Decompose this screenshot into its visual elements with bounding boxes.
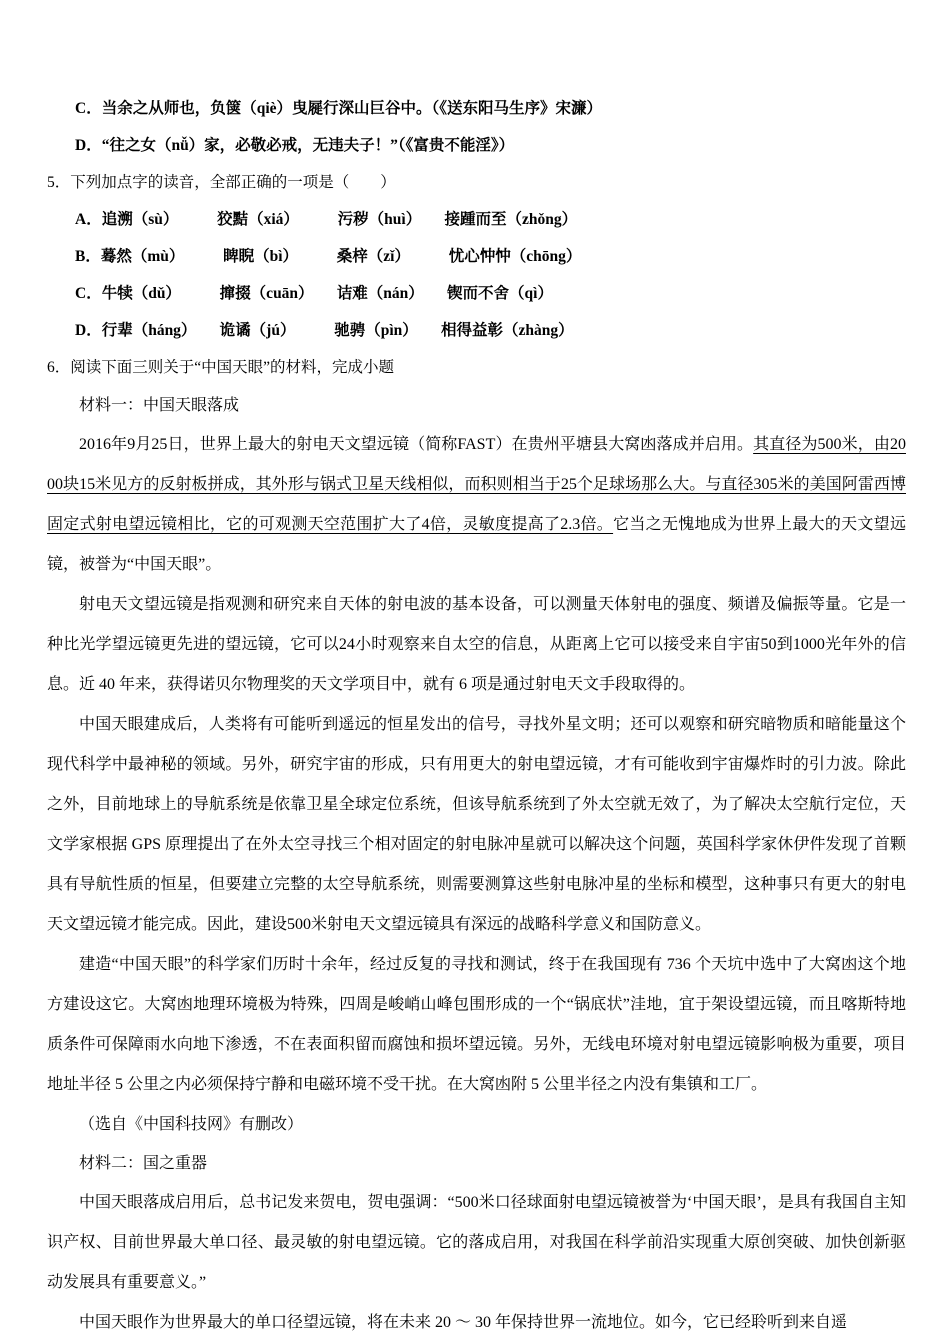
material2-paragraph1: 中国天眼落成启用后，总书记发来贺电，贺电强调：“500米口径球面射电望远镜被誉为‘中国天眼’，是具有我国自主知识产权、目前世界最大单口径、最灵敏的射电望远镜。它的落成启用，对我国在科学前沿实现重大原创突破、加快创新驱动发展具有重要意义。” <box>47 1194 906 1291</box>
material1-p1-underlined-text: 其直径为500米，由2000块15米见方的反射板拼成，其外形与锅式卫星天线相似，而积则相当于25个足球场那么大。与直径305米的美国阿雷西博固定式射电望远镜相比，它的可观测天空范围扩大了4倍，灵敏度提高了2.3倍。 <box>47 436 906 533</box>
material1-p1-text-before-underline: 2016年9月25日，世界上最大的射电天文望远镜（简称FAST）在贵州平塘县大窝凼落成并启用。 <box>79 436 754 453</box>
material1-title: 材料一：中国天眼落成 <box>79 397 240 414</box>
material2-paragraph2: 中国天眼作为世界最大的单口径望远镜，将在未来 20 ～ 30 年保持世界一流地位。如今，它已经聆听到来自遥 <box>79 1314 848 1331</box>
question5-option-d: D．行辈（háng） 诡谲（jú） 驰骋（pìn） 相得益彰（zhàng） <box>75 322 574 339</box>
question5-option-c: C．牛犊（dǔ） 撺掇（cuān） 诘难（nán） 锲而不舍（qì） <box>75 285 553 302</box>
material2-title: 材料二：国之重器 <box>79 1155 208 1172</box>
question4-option-c: C．当余之从师也，负箧（qiè）曳屣行深山巨谷中。（《送东阳马生序》宋濂） <box>75 100 603 117</box>
material1-p1-text-after-underline: 它当之无愧地成为世界上最大的天文望远镜，被誉为“中国天眼”。 <box>47 516 906 573</box>
material1-source-note: （选自《中国科技网》有删改） <box>79 1116 304 1133</box>
material1-paragraph2: 射电天文望远镜是指观测和研究来自天体的射电波的基本设备，可以测量天体射电的强度、频谱及偏振等量。它是一种比光学望远镜更先进的望远镜，它可以24小时观察来自太空的信息，从距离上它可以接受来自宇宙50到1000光年外的信息。近 40 年来，获得诺贝尔物理奖的天文学项目中，就有 6 项是通过射电天文手段取得的。 <box>47 596 906 693</box>
material1-paragraph3: 中国天眼建成后，人类将有可能听到遥远的恒星发出的信号，寻找外星文明；还可以观察和研究暗物质和暗能量这个现代科学中最神秘的领域。另外，研究宇宙的形成，只有用更大的射电望远镜，才有可能收到宇宙爆炸时的引力波。除此之外，目前地球上的导航系统是依靠卫星全球定位系统，但该导航系统到了外太空就无效了，为了解决太空航行定位，天文学家根据 GPS 原理提出了在外太空寻找三个相对固定的射电脉冲星就可以解决这个问题，英国科学家休伊件发现了首颗具有导航性质的恒星，但要建立完整的太空导航系统，则需要测算这些射电脉冲星的坐标和模型，这种事只有更大的射电天文望远镜才能完成。因此，建设500米射电天文望远镜具有深远的战略科学意义和国防意义。 <box>47 716 906 933</box>
material1-paragraph1 <box>47 425 906 585</box>
material1-paragraph4: 建造“中国天眼”的科学家们历时十余年，经过反复的寻找和测试，终于在我国现有 736 个天坑中选中了大窝凼这个地方建设这它。大窝凼地理环境极为特殊，四周是峻峭山峰包围形成的一个“锅底状”洼地，宜于架设望远镜，而且喀斯特地质条件可保障雨水向地下渗透，不在表面积留而腐蚀和损坏望远镜。另外，无线电环境对射电望远镜影响极为重要，项目地址半径 5 公里之内必须保持宁静和电磁环境不受干扰。在大窝凼附 5 公里半径之内没有集镇和工厂。 <box>47 956 906 1093</box>
question5-option-b: B．蓦然（mù） 睥睨（bì） 桑梓（zǐ） 忧心忡忡（chōng） <box>75 248 582 265</box>
question5-stem: 5．下列加点字的读音，全部正确的一项是（ ） <box>47 174 396 191</box>
question4-option-d: D．“往之女（nǚ）家，必敬必戒，无违夫子！”（《富贵不能淫》） <box>75 137 515 154</box>
question5-option-a: A．追溯（sù） 狡黠（xiá） 污秽（huì） 接踵而至（zhǒng） <box>75 211 578 228</box>
question6-stem: 6．阅读下面三则关于“中国天眼”的材料，完成小题 <box>47 359 395 376</box>
